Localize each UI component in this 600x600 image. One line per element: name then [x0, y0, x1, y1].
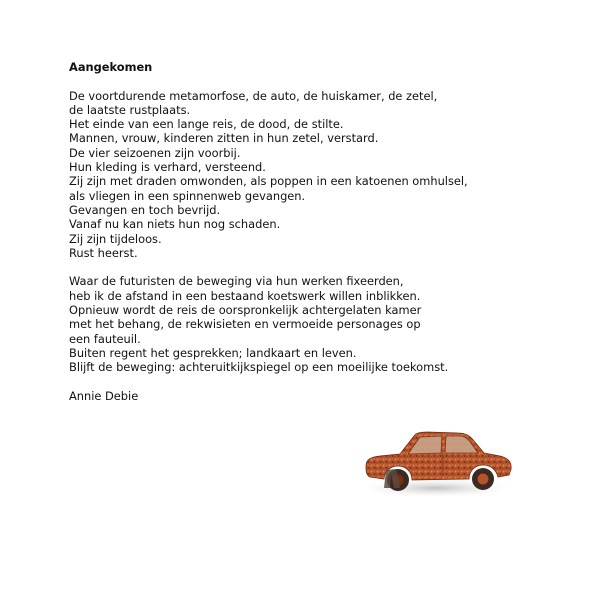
- poem: [69, 60, 539, 403]
- poem-line: De vier seizoenen zijn voorbij.: [69, 145, 241, 160]
- rusted-car-sculpture-icon: [358, 422, 518, 502]
- poem-line: als vliegen in een spinnenweb gevangen.: [69, 188, 306, 203]
- poem-line: Hun kleding is verhard, versteend.: [69, 160, 266, 175]
- poem-line: De voortdurende metamorfose, de auto, de huiskamer, de zetel,: [69, 88, 438, 103]
- poem-line: Het einde van een lange reis, de dood, de stilte.: [69, 117, 344, 132]
- stanza-1: [69, 89, 539, 261]
- poem-title: Aangekomen: [69, 60, 153, 74]
- poem-line: Zij zijn tijdeloos.: [69, 231, 162, 246]
- stanza-2: [69, 274, 539, 374]
- poem-line: Waar de futuristen de beweging via hun werken fixeerden,: [69, 274, 404, 289]
- poem-line: de laatste rustplaats.: [69, 102, 191, 117]
- poem-line: Mannen, vrouw, kinderen zitten in hun zetel, verstard.: [69, 131, 379, 146]
- poem-line: met het behang, de rekwisieten en vermoeide personages op: [69, 317, 421, 332]
- poem-line: Blijft de beweging: achteruitkijkspiegel op een moeilijke toekomst.: [69, 360, 449, 375]
- poem-line: Zij zijn met draden omwonden, als poppen in een katoenen omhulsel,: [69, 174, 468, 189]
- poem-line: Vanaf nu kan niets hun nog schaden.: [69, 217, 281, 232]
- poem-line: Gevangen en toch bevrijd.: [69, 202, 221, 217]
- author-name: Annie Debie: [69, 388, 139, 403]
- poem-line: Opnieuw wordt de reis de oorspronkelijk achtergelaten kamer: [69, 303, 422, 318]
- poem-line: Rust heerst.: [69, 245, 138, 260]
- poem-line: heb ik de afstand in een bestaand koetswerk willen inblikken.: [69, 288, 421, 303]
- poem-line: een fauteuil.: [69, 331, 141, 346]
- poem-line: Buiten regent het gesprekken; landkaart en leven.: [69, 345, 357, 360]
